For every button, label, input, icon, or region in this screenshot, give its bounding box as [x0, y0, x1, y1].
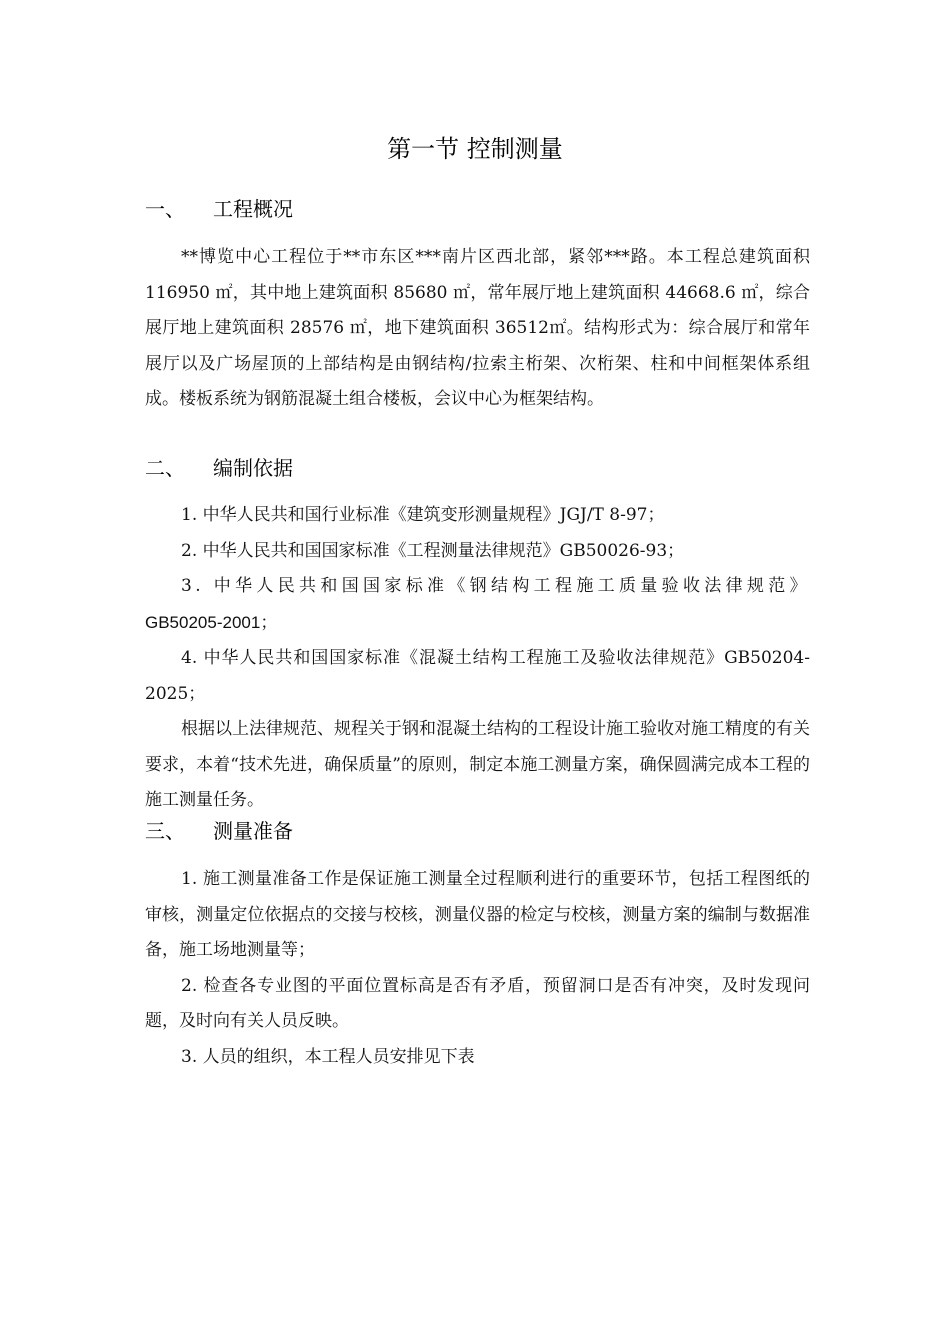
overview-paragraph: **博览中心工程位于**市东区***南片区西北部，紧邻***路。本工程总建筑面积 116950 ㎡，其中地上建筑面积 85680 ㎡，常年展厅地上建筑面积 44668.6 ㎡，综合展厅地上建筑面积 28576 ㎡，地下建筑面积 36512㎡。结构形式为：综合展厅和常年展厅以及广场屋顶的上部结构是由钢结构/拉索主桁架、次桁架、柱和中间框架体系组成。楼板系统为钢筋混凝土组合楼板，会议中心为框架结构。: [145, 247, 810, 409]
standard-item: [145, 641, 810, 712]
page-title: 第一节 控制测量: [387, 135, 563, 163]
standard-item-code: GB50205-2001；: [145, 612, 278, 632]
section-heading-preparation: [145, 814, 293, 848]
preparation-item: 1. 施工测量准备工作是保证施工测量全过程顺利进行的重要环节，包括工程图纸的审核，测量定位依据点的交接与校核，测量仪器的检定与校核，测量方案的编制与数据准备，施工场地测量等；: [145, 869, 810, 960]
standard-item-text: 3. 中华人民共和国国家标准《钢结构工程施工质量验收法律规范》: [181, 576, 810, 596]
section-title: 测量准备: [213, 819, 293, 843]
section-title: 工程概况: [213, 197, 293, 221]
section-number: 二、: [145, 456, 185, 480]
basis-closing-paragraph: 根据以上法律规范、规程关于钢和混凝土结构的工程设计施工验收对施工精度的有关要求，本着“技术先进，确保质量”的原则，制定本施工测量方案，确保圆满完成本工程的施工测量任务。: [145, 719, 810, 810]
preparation-item: 3. 人员的组织，本工程人员安排见下表: [181, 1046, 475, 1067]
section-title: 编制依据: [213, 456, 293, 480]
standard-item: 2. 中华人民共和国国家标准《工程测量法律规范》GB50026-93；: [181, 540, 685, 561]
overview-section-body: [145, 240, 810, 418]
basis-section-body: [145, 498, 810, 819]
preparation-section-body: [145, 862, 810, 1075]
section-heading-basis: [145, 451, 293, 485]
standard-item-text: 4. 中华人民共和国国家标准《混凝土结构工程施工及验收法律规范》GB50204-2025；: [145, 648, 810, 704]
section-number: 三、: [145, 819, 185, 843]
preparation-item: 2. 检查各专业图的平面位置标高是否有矛盾，预留洞口是否有冲突，及时发现问题，及时向有关人员反映。: [145, 975, 810, 1031]
standard-item: [145, 569, 810, 641]
standard-item: 1. 中华人民共和国行业标准《建筑变形测量规程》JGJ/T 8-97；: [181, 505, 665, 525]
section-heading-overview: [145, 192, 293, 226]
section-number: 一、: [145, 197, 185, 221]
